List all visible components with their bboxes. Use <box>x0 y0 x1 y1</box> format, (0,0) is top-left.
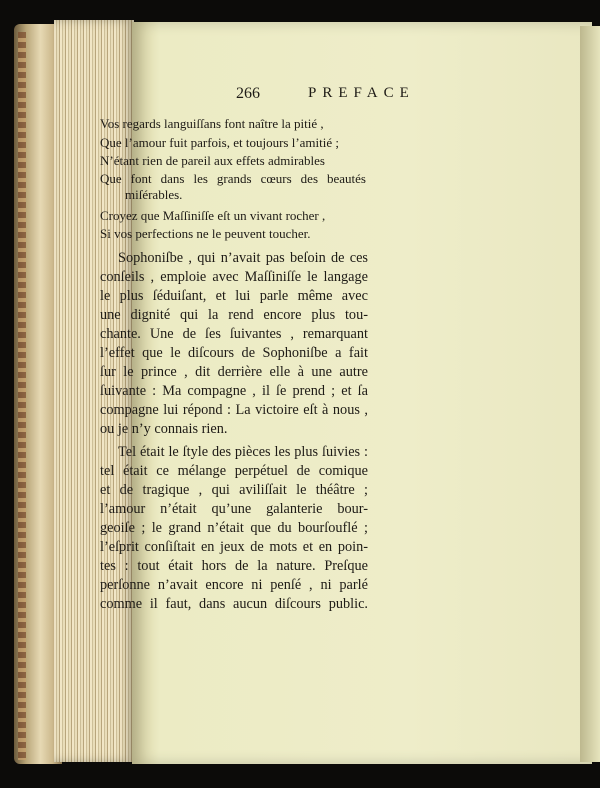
facing-page-edge <box>580 26 600 762</box>
paragraph-2-line: geoiſe ; le grand n’était que du bourſouflé ; <box>100 520 368 536</box>
paragraph-1-line: conſeils , emploie avec Maſſiniſſe le langage <box>100 269 368 285</box>
paragraph-2-line: perſonne n’avait encore ni penſé , ni parlé <box>100 577 368 593</box>
paragraph-1-line: chante. Une de ſes ſuivantes , remarquant <box>100 326 368 342</box>
poem-line: Que font dans les grands cœurs des beautés <box>100 171 366 186</box>
paragraph-1-line: ſuivante : Ma compagne , il ſe prend ; et ſa <box>100 383 368 399</box>
paragraph-2-line: l’amour n’était qu’une galanterie bour- <box>100 501 368 517</box>
paragraph-1-line: l’effet que le diſcours de Sophoniſbe a fait <box>100 345 368 361</box>
poem-line: Si vos perfections ne le peuvent toucher. <box>100 226 311 241</box>
paragraph-2-line: l’eſprit conſiſtait en jeux de mots et en poin- <box>100 539 368 555</box>
paragraph-1-line: Sophoniſbe , qui n’avait pas beſoin de ces <box>118 250 368 266</box>
paragraph-2-line: tes : tout était hors de la nature. Preſque <box>100 558 368 574</box>
paragraph-1-line: le plus ſéduiſant, et lui parle même avec <box>100 288 368 304</box>
poem-line: miſérables. <box>125 187 183 202</box>
paragraph-2-line: comme il faut, dans aucun diſcours public. <box>100 596 368 612</box>
poem-line: Que l’amour fuit parfois, et toujours l’amitié ; <box>100 135 339 150</box>
paragraph-1-line: ſur le prince , dit derrière elle à une autre <box>100 364 368 380</box>
poem-line: Vos regards languiſſans font naître la pitié , <box>100 116 324 131</box>
poem-line: Croyez que Maſſiniſſe eſt un vivant rocher , <box>100 208 326 223</box>
page-header <box>236 85 436 105</box>
cover-binding-pattern <box>18 32 26 760</box>
poem-line: N’étant rien de pareil aux effets admirables <box>100 153 325 168</box>
paragraph-2-line: et de tragique , qui aviliſſait le théâtre ; <box>100 482 368 498</box>
paragraph-1-line: compagne lui répond : La victoire eſt à nous , <box>100 402 368 418</box>
paragraph-1-line: une dignité qui la rend encore plus tou- <box>100 307 368 323</box>
paragraph-2-line: tel était ce mélange perpétuel de comique <box>100 463 368 479</box>
running-title: PREFACE <box>308 85 415 101</box>
paragraph-1-line: ou je n’y connais rien. <box>100 421 228 437</box>
page-number: 266 <box>236 85 260 102</box>
paragraph-2-line: Tel était le ſtyle des pièces les plus ſuivies : <box>118 444 368 460</box>
